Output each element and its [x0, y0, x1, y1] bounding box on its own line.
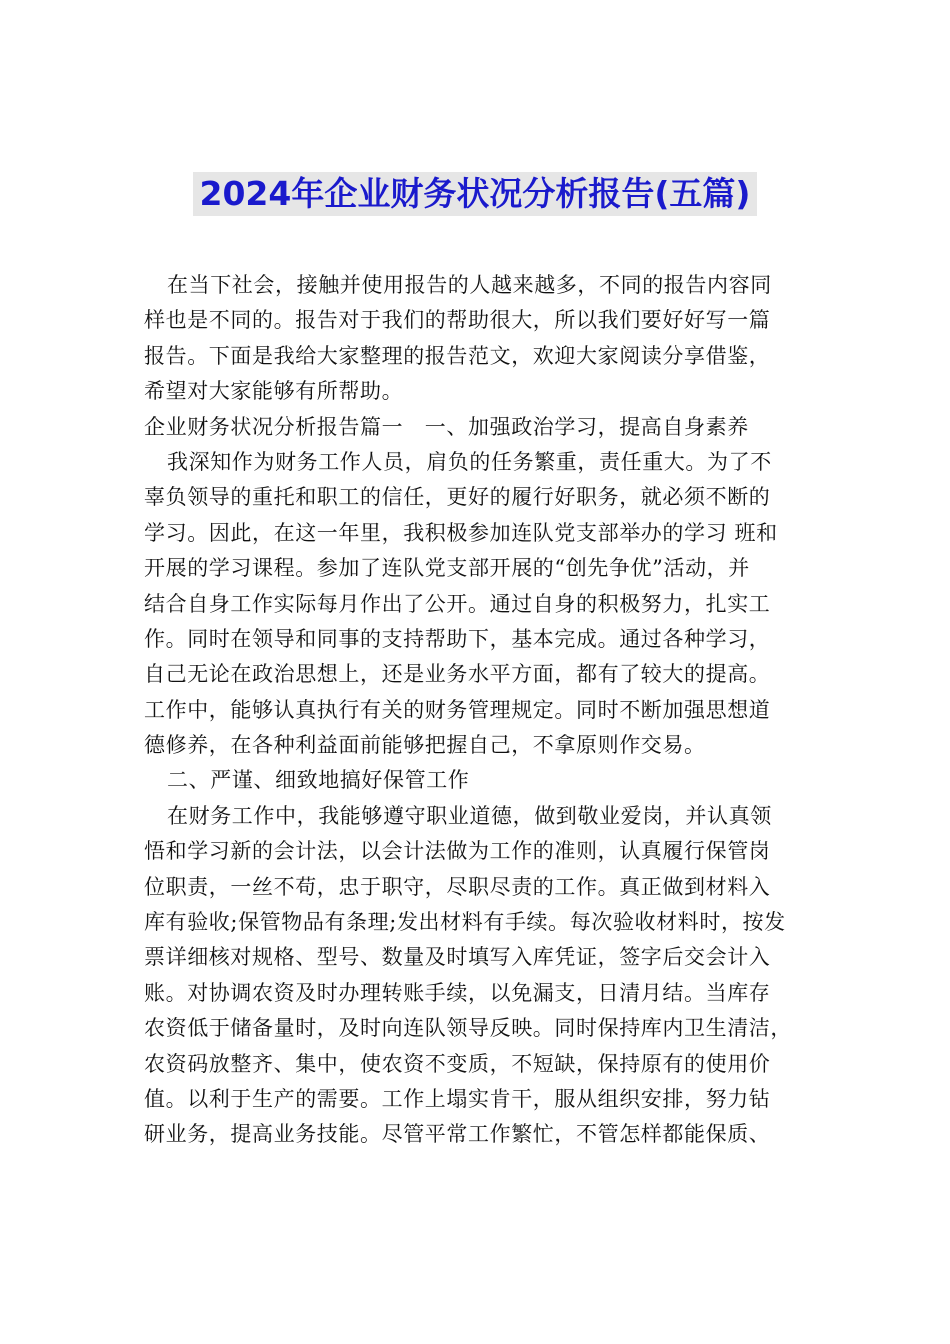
text-line: 工作中，能够认真执行有关的财务管理规定。同时不断加强思想道	[144, 697, 771, 722]
text-line: 学习。因此，在这一年里，我积极参加连队党支部举办的学习 班和	[144, 520, 778, 545]
text-line: 自己无论在政治思想上，还是业务水平方面，都有了较大的提高。	[144, 662, 771, 687]
text-line: 库有验收;保管物品有条理;发出材料有手续。每次验收材料时，按发	[144, 910, 786, 935]
text-line: 报告。下面是我给大家整理的报告范文，欢迎大家阅读分享借鉴，	[144, 343, 771, 368]
document-title: 2024年企业财务状况分析报告(五篇)	[193, 172, 756, 216]
text-line: 在当下社会，接触并使用报告的人越来越多，不同的报告内容同	[167, 273, 772, 297]
text-line: 辜负领导的重托和职工的信任，更好的履行好职务，就必须不断的	[144, 485, 771, 510]
text-line: 样也是不同的。报告对于我们的帮助很大，所以我们要好好写一篇	[144, 308, 771, 333]
text-line: 票详细核对规格、型号、数量及时填写入库凭证，签字后交会计入	[144, 945, 771, 970]
text-line: 希望对大家能够有所帮助。	[144, 379, 404, 404]
title-container	[0, 172, 950, 216]
text-line: 开展的学习课程。参加了连队党支部开展的“创先争优”活动，并	[144, 556, 750, 581]
text-line: 账。对协调农资及时办理转账手续，以免漏支，日清月结。当库存	[144, 980, 771, 1005]
text-line: 德修养，在各种利益面前能够把握自己，不拿原则作交易。	[144, 733, 706, 758]
text-line: 农资低于储备量时，及时向连队领导反映。同时保持库内卫生清洁，	[144, 1016, 792, 1041]
text-line: 悟和学习新的会计法，以会计法做为工作的准则，认真履行保管岗	[144, 839, 771, 864]
text-line: 二、严谨、细致地搞好保管工作	[167, 768, 470, 793]
text-line: 农资码放整齐、集中，使农资不变质，不短缺，保持原有的使用价	[144, 1051, 771, 1076]
text-line: 企业财务状况分析报告篇一 一、加强政治学习，提高自身素养	[144, 414, 749, 439]
text-line: 位职责，一丝不苟，忠于职守，尽职尽责的工作。真正做到材料入	[144, 874, 771, 899]
text-line: 结合自身工作实际每月作出了公开。通过自身的积极努力，扎实工	[144, 591, 771, 616]
document-body	[144, 268, 814, 1153]
text-line: 值。以利于生产的需要。工作上塌实肯干，服从组织安排，努力钻	[144, 1086, 771, 1111]
text-line: 作。同时在领导和同事的支持帮助下，基本完成。通过各种学习，	[144, 626, 771, 651]
text-line: 在财务工作中，我能够遵守职业道德，做到敬业爱岗，并认真领	[167, 803, 772, 828]
text-line: 我深知作为财务工作人员，肩负的任务繁重，责任重大。为了不	[167, 449, 772, 474]
text-line: 研业务，提高业务技能。尽管平常工作繁忙，不管怎样都能保质、	[144, 1122, 771, 1147]
